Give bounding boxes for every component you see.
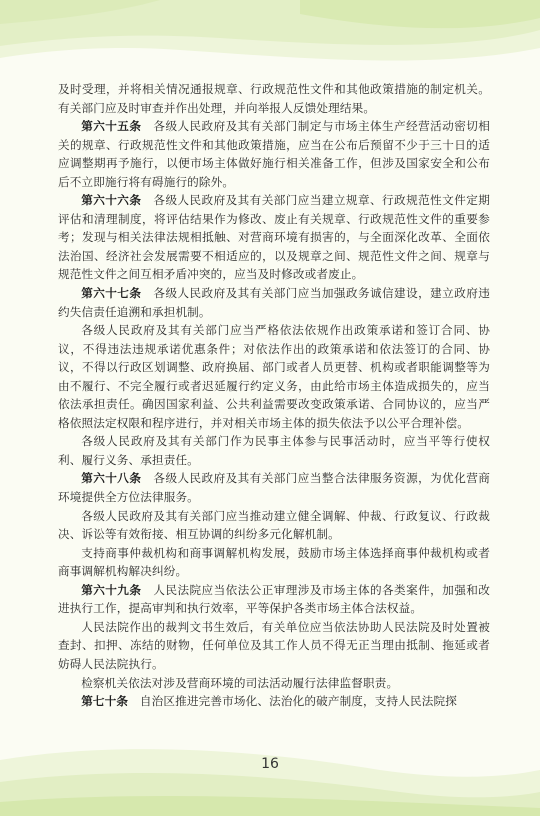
paragraph-text: 及时受理，并将相关情况通报规章、行政规范性文件和其他政策措施的制定机关。有关部门应及时审查并作出处理，并向举报人反馈处理结果。 bbox=[58, 82, 490, 115]
paragraph-text: 各级人民政府及其有关部门应当严格依法依规作出政策承诺和签订合同、协议，不得违法违规承诺优惠条件；对依法作出的政策承诺和依法签订的合同、协议，不得以行政区划调整、政府换届、部门或者人员更替、机构或者职能调整等为由不履行、不完全履行或者迟延履行约定义务，由此给市场主体造成损失的，应当依法承担责任。确因国家利益、公共利益需要改变政策承诺、合同协议的，应当严格依照法定权限和程序进行，并对相关市场主体的损失依法予以公平合理补偿。 bbox=[58, 323, 490, 430]
article-paragraph bbox=[58, 191, 490, 284]
paragraph-text: 自治区推进完善市场化、法治化的破产制度，支持人民法院探 bbox=[139, 694, 458, 709]
article-paragraph bbox=[58, 581, 490, 618]
article-paragraph bbox=[58, 284, 490, 321]
top-wave-decoration bbox=[0, 0, 540, 90]
article-paragraph bbox=[58, 117, 490, 191]
paragraph bbox=[58, 674, 490, 693]
paragraph bbox=[58, 507, 490, 544]
paragraph bbox=[58, 432, 490, 469]
paragraph-text: 支持商事仲裁机构和商事调解机构发展，鼓励市场主体选择商事仲裁机构或者商事调解机构解决纠纷。 bbox=[58, 545, 490, 579]
article-number: 第六十七条 bbox=[81, 286, 142, 301]
body-text bbox=[58, 80, 490, 711]
paragraph bbox=[58, 80, 490, 117]
paragraph-text: 检察机关依法对涉及营商环境的司法活动履行法律监督职责。 bbox=[81, 675, 399, 690]
paragraph-text: 人民法院作出的裁判文书生效后，有关单位应当依法协助人民法院及时处置被查封、扣押、冻结的财物，任何单位及其工作人员不得无正当理由抵制、拖延或者妨碍人民法院执行。 bbox=[58, 619, 490, 671]
article-paragraph bbox=[58, 692, 490, 711]
paragraph-text: 各级人民政府及其有关部门应当加强政务诚信建设，建立政府违约失信责任追溯和承担机制。 bbox=[58, 286, 491, 319]
article-number: 第六十五条 bbox=[81, 119, 142, 134]
paragraph bbox=[58, 618, 490, 674]
article-paragraph bbox=[58, 469, 490, 506]
paragraph-text: 各级人民政府及其有关部门应当推动建立健全调解、仲裁、行政复议、行政裁决、诉讼等有效衔接、相互协调的纠纷多元化解机制。 bbox=[58, 508, 490, 542]
article-number: 第六十九条 bbox=[81, 582, 142, 597]
article-number: 第六十六条 bbox=[81, 193, 142, 208]
paragraph-text: 各级人民政府及其有关部门应当建立规章、行政规范性文件定期评估和清理制度，将评估结果作为修改、废止有关规章、行政规范性文件的重要参考；发现与相关法律法规相抵触、对营商环境有损害的，与全面深化改革、全面依法治国、经济社会发展需要不相适应的，以及规章之间、规范性文件之间、规章与规范性文件之间互相矛盾冲突的，应当及时修改或者废止。 bbox=[58, 193, 491, 282]
paragraph-text: 各级人民政府及其有关部门应当整合法律服务资源，为优化营商环境提供全方位法律服务。 bbox=[58, 471, 491, 505]
paragraph bbox=[58, 321, 490, 432]
article-number: 第六十八条 bbox=[81, 471, 142, 486]
paragraph-text: 各级人民政府及其有关部门作为民事主体参与民事活动时，应当平等行使权利、履行义务、承担责任。 bbox=[58, 434, 490, 467]
paragraph-text: 人民法院应当依法公正审理涉及市场主体的各类案件，加强和改进执行工作，提高审判和执行效率，平等保护各类市场主体合法权益。 bbox=[58, 582, 491, 616]
paragraph-text: 各级人民政府及其有关部门制定与市场主体生产经营活动密切相关的规章、行政规范性文件和其他政策措施，应当在公布后预留不少于三十日的适应调整期再予施行，以便市场主体做好施行相关准备工作，但涉及国家安全和公布后不立即施行将有碍施行的除外。 bbox=[58, 119, 491, 189]
paragraph bbox=[58, 544, 490, 581]
page-number: 16 bbox=[261, 756, 279, 772]
article-number: 第七十条 bbox=[81, 694, 129, 709]
